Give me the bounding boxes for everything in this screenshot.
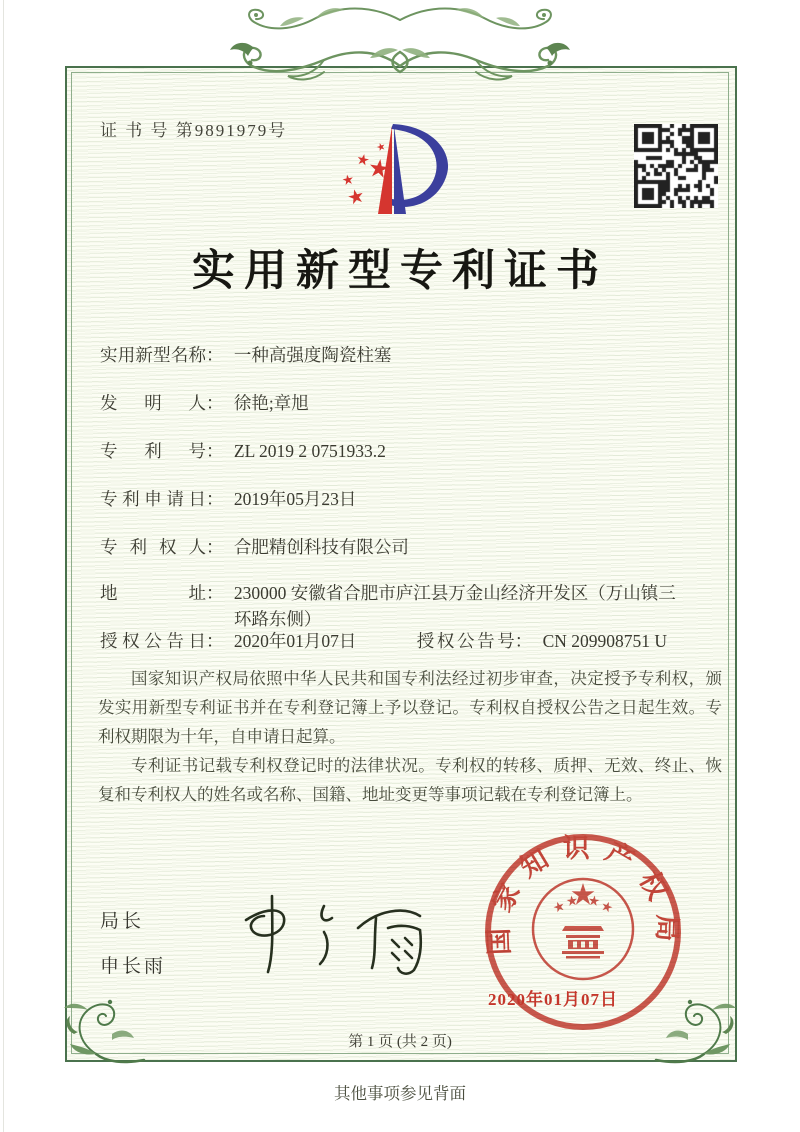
commissioner-title: 局长 bbox=[100, 911, 145, 932]
field-value: ZL 2019 2 0751933.2 bbox=[233, 441, 386, 461]
seal-date: 2020年01月07日 bbox=[488, 990, 618, 1009]
field-label: 发明人 bbox=[100, 393, 206, 413]
body-paragraph-1: 国家知识产权局依照中华人民共和国专利法经过初步审查，决定授予专利权，颁发实用新型专利证书并在专利登记簿上予以登记。专利权自授权公告之日起生效。专利权期限为十年，自申请日起算。 bbox=[98, 669, 722, 746]
field-value: CN 209908751 U bbox=[542, 631, 668, 651]
signoff-block bbox=[100, 906, 166, 978]
cnipa-logo-icon bbox=[335, 112, 465, 227]
field-row-utility-model-name bbox=[100, 342, 391, 368]
certificate-number: 证 书 号 第9891979号 bbox=[100, 121, 288, 140]
field-label: 地址 bbox=[100, 583, 206, 603]
top-flourish-ornament bbox=[220, 0, 580, 96]
certificate-title: 实用新型专利证书 bbox=[192, 248, 608, 295]
colon: ： bbox=[206, 345, 224, 365]
field-label: 实用新型名称 bbox=[100, 345, 206, 365]
national-emblem-icon bbox=[533, 879, 633, 979]
field-row-inventor bbox=[100, 390, 309, 416]
field-row-filing-date bbox=[100, 486, 356, 512]
field-value: 徐艳;章旭 bbox=[233, 393, 309, 413]
page-number: 第 1 页 (共 2 页) bbox=[348, 1034, 452, 1050]
colon: ： bbox=[206, 537, 224, 557]
colon: ： bbox=[206, 631, 224, 651]
field-group-grant-number bbox=[417, 628, 667, 654]
seal-ring-text: 国家知识产权局 bbox=[483, 832, 683, 956]
field-value: 2020年01月07日 bbox=[233, 631, 357, 651]
colon: ： bbox=[206, 583, 224, 603]
field-label: 专利申请日 bbox=[100, 489, 206, 509]
body-paragraph-2: 专利证书记载专利权登记时的法律状况。专利权的转移、质押、无效、终止、恢复和专利权人的姓名或名称、国籍、地址变更等事项记载在专利登记簿上。 bbox=[98, 756, 722, 804]
colon: ： bbox=[206, 393, 224, 413]
field-label: 授权公告号 bbox=[416, 631, 515, 651]
field-label: 专利号 bbox=[100, 441, 206, 461]
field-value: 一种高强度陶瓷柱塞 bbox=[233, 345, 392, 365]
field-row-address bbox=[100, 580, 686, 632]
field-label: 专利权人 bbox=[100, 537, 206, 557]
field-row-patent-number bbox=[100, 438, 386, 464]
colon: ： bbox=[206, 441, 224, 461]
qr-code bbox=[634, 124, 718, 208]
field-value: 230000 安徽省合肥市庐江县万金山经济开发区（万山镇三环路东侧） bbox=[233, 583, 676, 629]
reverse-side-note: 其他事项参见背面 bbox=[334, 1084, 466, 1103]
certificate-body-text bbox=[98, 664, 722, 809]
field-value: 合肥精创科技有限公司 bbox=[233, 537, 409, 557]
field-row-patentee bbox=[100, 534, 409, 560]
field-value: 2019年05月23日 bbox=[233, 489, 357, 509]
colon: ： bbox=[514, 631, 533, 651]
scan-edge-artifact bbox=[3, 0, 4, 1132]
colon: ： bbox=[206, 489, 224, 509]
commissioner-signature bbox=[228, 884, 438, 984]
field-row-grant bbox=[100, 628, 667, 654]
field-label: 授权公告日 bbox=[100, 631, 206, 651]
commissioner-name: 申长雨 bbox=[100, 956, 167, 977]
